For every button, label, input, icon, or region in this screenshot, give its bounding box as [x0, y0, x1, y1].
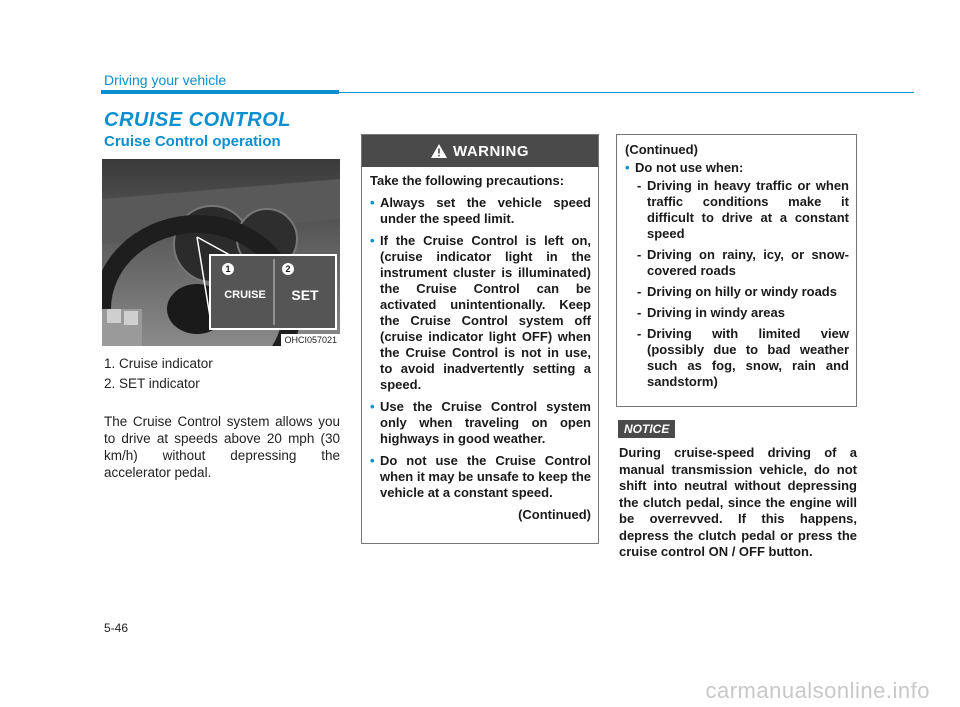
warning-label: WARNING: [453, 142, 529, 160]
continued-heading: (Continued): [625, 142, 698, 157]
bullet-icon: •: [370, 195, 375, 210]
sub-title: Cruise Control operation: [104, 133, 281, 150]
list-item: • Always set the vehicle speed under the speed limit.: [370, 195, 591, 226]
list-item: - Driving in heavy traffic or when traffic conditions make it difficult to drive at a constant speed: [637, 178, 849, 241]
header-rule: [339, 92, 914, 93]
list-item: 1. Cruise indicator: [104, 356, 213, 371]
description-paragraph: The Cruise Control system allows you to drive at speeds above 20 mph (30 km/h) without depressing the accelerator pedal.: [104, 414, 340, 480]
list-item: • Use the Cruise Control system only when traveling on open highways in good weather.: [370, 399, 591, 446]
warning-body: [362, 167, 598, 523]
list-item: • Do not use the Cruise Control when it may be unsafe to keep the vehicle at a constant speed.: [370, 453, 591, 500]
notice-badge: NOTICE: [618, 420, 675, 438]
dashboard-photo: [102, 159, 340, 346]
set-indicator-label: SET: [291, 287, 319, 303]
section-title: CRUISE CONTROL: [104, 109, 291, 131]
notice-text: During cruise-speed driving of a manual transmission vehicle, do not shift into neutral without depressing the clutch pedal, since the engine will be overrevved. If this happens, depress the clutch pedal or press the cruise control ON / OFF button.: [619, 445, 857, 559]
continuation-body: [617, 135, 856, 390]
bullet-icon: •: [370, 399, 375, 414]
continued-label: (Continued): [518, 507, 591, 522]
list-item: 2. SET indicator: [104, 376, 200, 391]
cruise-indicator-label: CRUISE: [224, 289, 266, 301]
indicator-list: [104, 354, 213, 394]
watermark: carmanualsonline.info: [705, 678, 930, 703]
continuation-box: [616, 134, 857, 407]
page-number: 5-46: [104, 621, 129, 635]
list-item: - Driving on rainy, icy, or snow-covered roads: [637, 247, 849, 278]
header-accent-bar: [101, 90, 339, 94]
dashboard-illustration: [102, 159, 340, 346]
list-item: - Driving with limited view (possibly due to bad weather such as fog, snow, rain and sandstorm): [637, 326, 849, 389]
list-item: • If the Cruise Control is left on, (cruise indicator light in the instrument cluster is illuminated) the Cruise Control can be activated unintentionally. Keep the Cruise Control system off (cruise indicator light OFF) when the Cruise Control is not in use, to avoid inadvertently setting a speed.: [370, 233, 591, 392]
warning-box: [361, 134, 599, 544]
warning-intro: Take the following precautions:: [370, 173, 565, 188]
figure-code: OHCI057021: [281, 334, 340, 346]
bullet-icon: •: [370, 233, 375, 248]
bullet-icon: •: [625, 160, 630, 175]
list-item: - Driving in windy areas: [637, 305, 785, 320]
list-item: • Do not use when:: [625, 160, 744, 175]
bullet-icon: •: [370, 453, 375, 468]
running-header: Driving your vehicle: [104, 72, 227, 88]
warning-icon: [431, 144, 447, 158]
callout-1-badge: 1: [222, 263, 234, 275]
warning-header: [362, 135, 598, 167]
callout-2-badge: 2: [282, 263, 294, 275]
list-item: - Driving on hilly or windy roads: [637, 284, 837, 299]
